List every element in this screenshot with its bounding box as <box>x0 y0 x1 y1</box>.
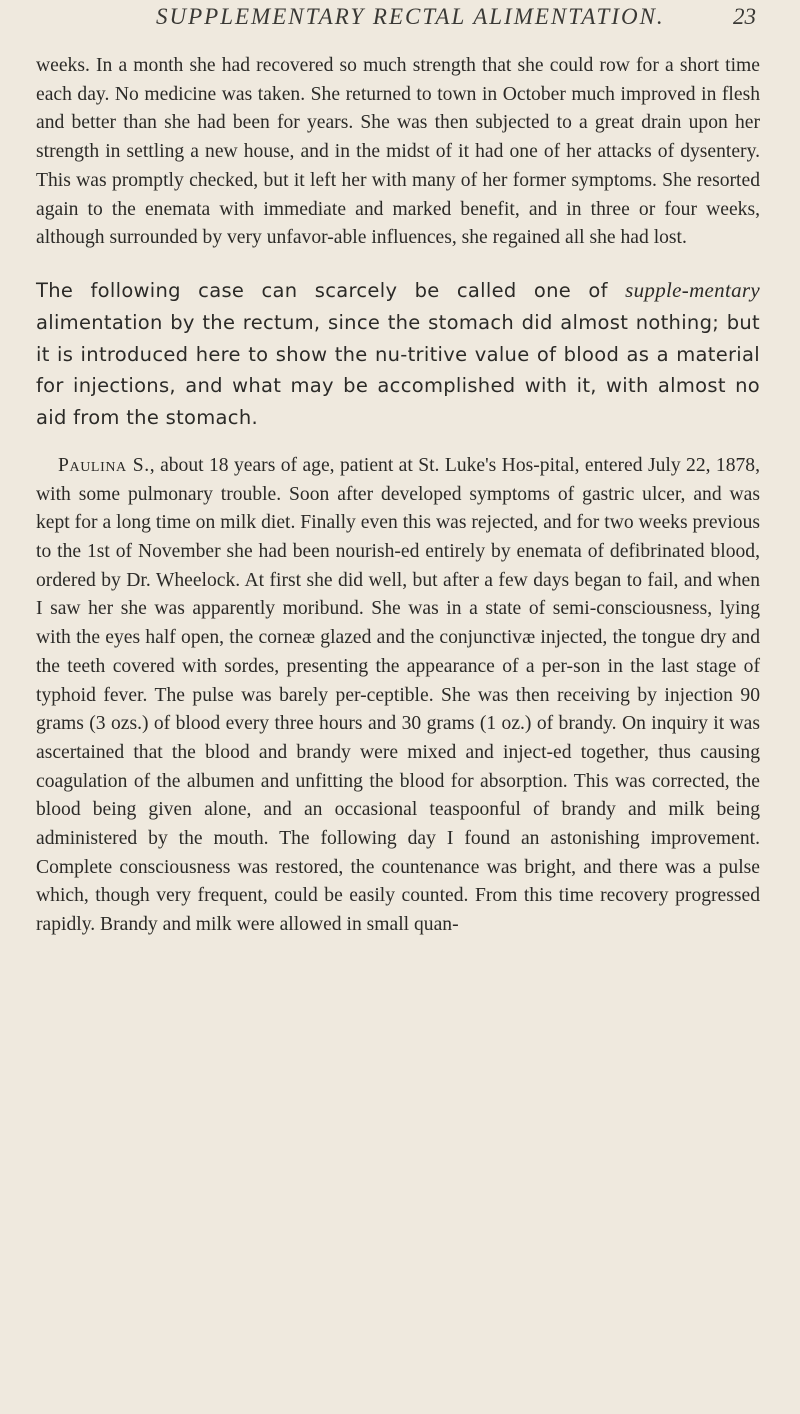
paragraph-text: , about 18 years of age, patient at St. Luke's Hos-pital, entered July 22, 1878, with some pulmonary trouble. Soon after developed symptoms of gastric ulcer, and was kept for a long time on milk diet. Finally even this was rejected, and for two weeks previous to the 1st of November she had been nourish-ed entirely by enemata of defibrinated blood, ordered by Dr. Wheelock. At first she did well, but after a few days began to fail, and when I saw her she was apparently moribund. She was in a state of semi-consciousness, lying with the eyes half open, the corneæ glazed and the conjunctivæ injected, the tongue dry and the teeth covered with sordes, presenting the appearance of a per-son in the last stage of typhoid fever. The pulse was barely per-ceptible. She was then receiving by injection 90 grams (3 ozs.) of blood every three hours and 30 grams (1 oz.) of brandy. On inquiry it was ascertained that the blood and brandy were mixed and inject-ed together, thus causing coagulation of the albumen and unfitting the blood for absorption. This was corrected, the blood being given alone, and an occasional teaspoonful of brandy and milk being administered by the mouth. The following day I found an astonishing improvement. Complete consciousness was restored, the countenance was bright, and there was a pulse which, though very frequent, could be easily counted. From this time recovery progressed rapidly. Brandy and milk were allowed in small quan- <box>36 454 761 936</box>
paragraph-case-report <box>36 452 760 940</box>
paragraph-case-introduction <box>36 275 760 434</box>
paragraph-text: The following case can scarcely be called one of <box>36 278 626 302</box>
italic-term: supple-mentary <box>625 277 760 302</box>
paragraph-text: alimentation by the rectum, since the stomach did almost nothing; but it is introduced here to show the nu-tritive value of blood as a material for injections, and what may be accomplished with it, with almost no aid from the stomach. <box>36 310 760 430</box>
page-number: 23 <box>733 4 756 29</box>
patient-name: Paulina S. <box>58 454 150 476</box>
running-head-title: SUPPLEMENTARY RECTAL ALIMENTATION. <box>156 4 665 29</box>
paragraph-continuation: weeks. In a month she had recovered so much strength that she could row for a short time each day. No medicine was taken. She returned to town in October much improved in flesh and better than she had been for years. She was then subjected to a great drain upon her strength in settling a new house, and in the midst of it had one of her attacks of dysentery. This was promptly checked, but it left her with many of her former symptoms. She resorted again to the enemata with immediate and marked benefit, and in three or four weeks, although surrounded by very unfavor-able influences, she regained all she had lost. <box>36 55 760 249</box>
running-head <box>36 0 760 52</box>
